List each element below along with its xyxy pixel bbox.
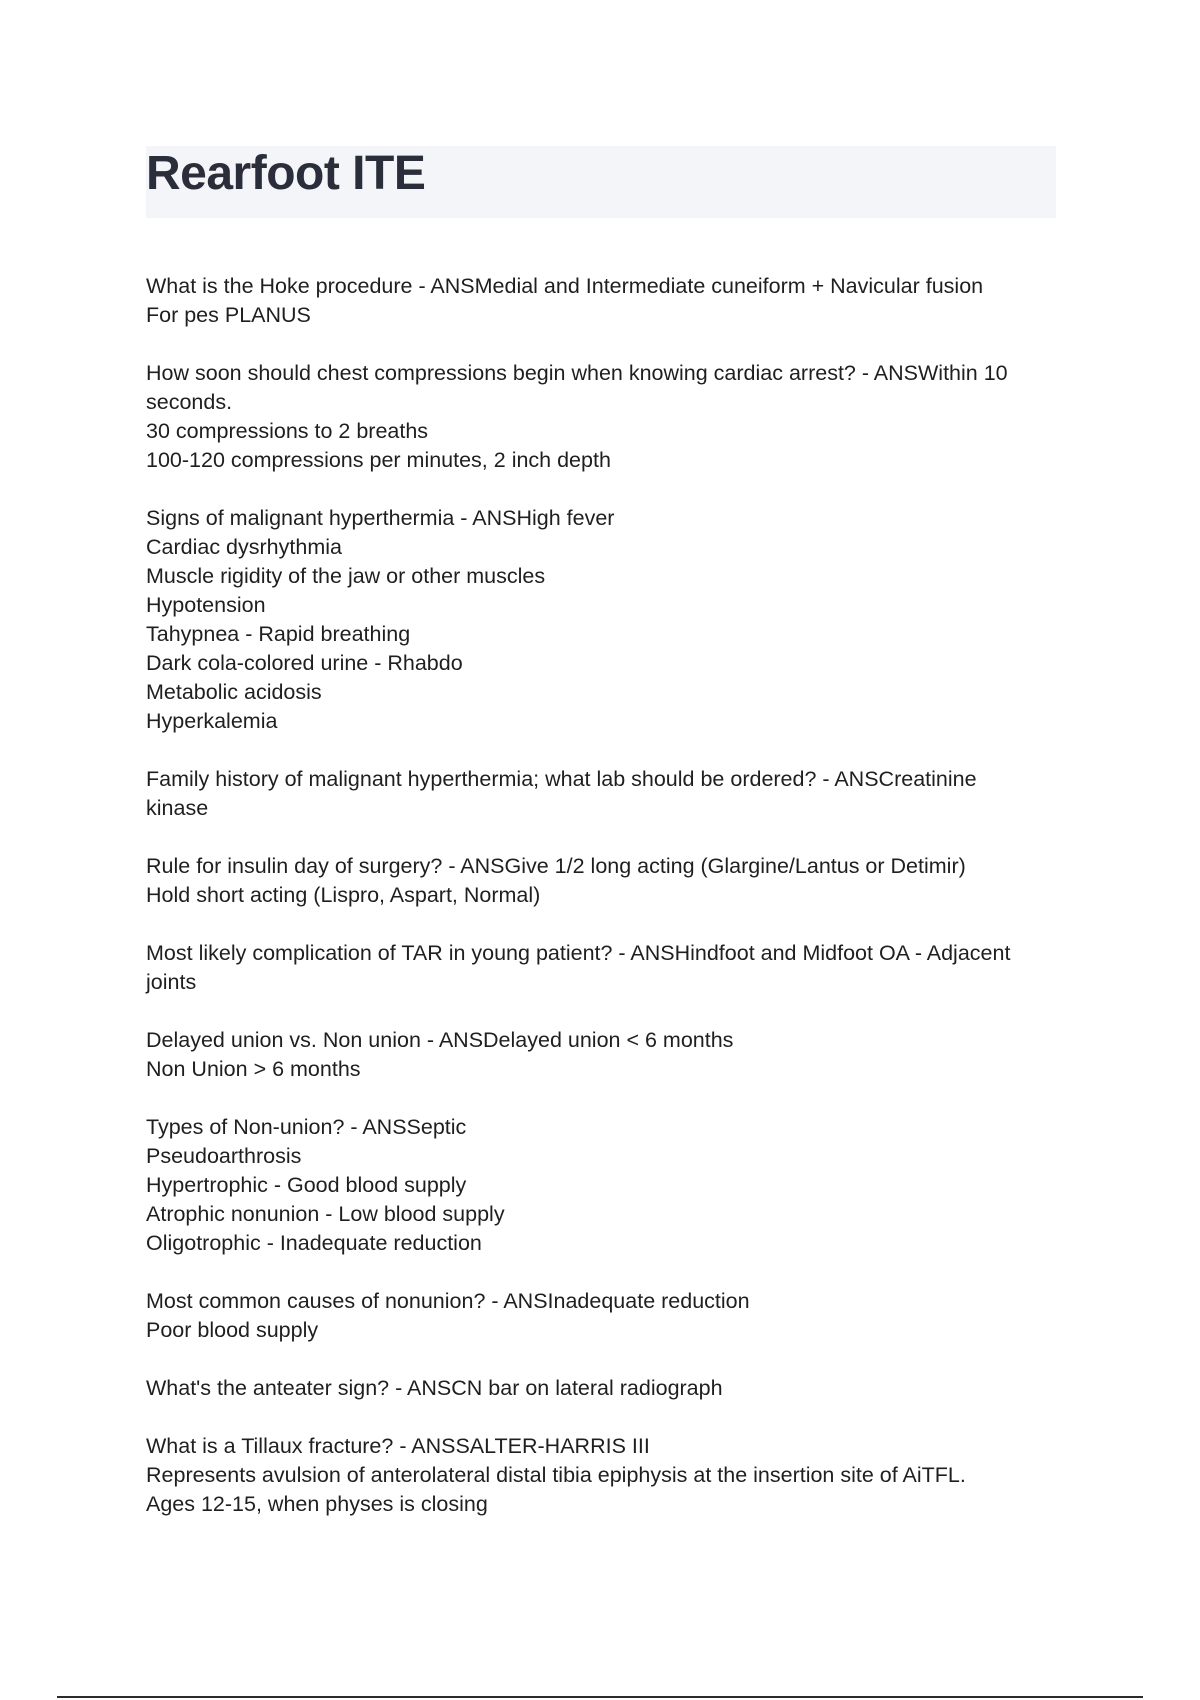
qa-entry	[146, 852, 1056, 910]
qa-line: Poor blood supply	[146, 1318, 319, 1342]
qa-line: Hold short acting (Lispro, Aspart, Normal)	[146, 883, 541, 907]
qa-line: seconds.	[146, 390, 233, 414]
qa-entry	[146, 272, 1056, 330]
qa-entry	[146, 359, 1056, 475]
qa-line: Muscle rigidity of the jaw or other muscles	[146, 564, 546, 588]
qa-line: Dark cola-colored urine - Rhabdo	[146, 651, 463, 675]
qa-line: Most likely complication of TAR in young patient? - ANSHindfoot and Midfoot OA - Adjacent	[146, 941, 1011, 965]
qa-line: joints	[146, 970, 197, 994]
qa-line: What's the anteater sign? - ANSCN bar on lateral radiograph	[146, 1376, 723, 1400]
qa-entry	[146, 1026, 1056, 1084]
qa-line: 100-120 compressions per minutes, 2 inch depth	[146, 448, 611, 472]
qa-line: How soon should chest compressions begin when knowing cardiac arrest? - ANSWithin 10	[146, 361, 1008, 385]
qa-line: Ages 12-15, when physes is closing	[146, 1492, 488, 1516]
qa-entry	[146, 1287, 1056, 1345]
qa-line: Non Union > 6 months	[146, 1057, 361, 1081]
footer-divider	[57, 1696, 1143, 1698]
qa-entry	[146, 1113, 1056, 1258]
qa-entry	[146, 765, 1056, 823]
qa-line: What is the Hoke procedure - ANSMedial and Intermediate cuneiform + Navicular fusion	[146, 274, 984, 298]
qa-line: Represents avulsion of anterolateral distal tibia epiphysis at the insertion site of AiTFL.	[146, 1463, 966, 1487]
qa-line: Rule for insulin day of surgery? - ANSGive 1/2 long acting (Glargine/Lantus or Detimir)	[146, 854, 966, 878]
qa-entry	[146, 504, 1056, 736]
qa-line: Atrophic nonunion - Low blood supply	[146, 1202, 505, 1226]
qa-line: Types of Non-union? - ANSSeptic	[146, 1115, 467, 1139]
qa-line: Cardiac dysrhythmia	[146, 535, 342, 559]
qa-line: Tahypnea - Rapid breathing	[146, 622, 411, 646]
qa-line: Hyperkalemia	[146, 709, 278, 733]
qa-line: Hypertrophic - Good blood supply	[146, 1173, 467, 1197]
qa-line: Hypotension	[146, 593, 266, 617]
qa-line: Delayed union vs. Non union - ANSDelayed union < 6 months	[146, 1028, 734, 1052]
qa-line: Pseudoarthrosis	[146, 1144, 302, 1168]
qa-line: Oligotrophic - Inadequate reduction	[146, 1231, 482, 1255]
qa-entry	[146, 1374, 1056, 1403]
qa-line: For pes PLANUS	[146, 303, 311, 327]
qa-entry	[146, 1432, 1056, 1519]
qa-line: What is a Tillaux fracture? - ANSSALTER-HARRIS III	[146, 1434, 650, 1458]
qa-line: Signs of malignant hyperthermia - ANSHigh fever	[146, 506, 615, 530]
qa-line: kinase	[146, 796, 209, 820]
qa-line: 30 compressions to 2 breaths	[146, 419, 429, 443]
qa-line: Metabolic acidosis	[146, 680, 322, 704]
qa-line: Most common causes of nonunion? - ANSInadequate reduction	[146, 1289, 750, 1313]
document-title: Rearfoot ITE	[146, 147, 426, 200]
qa-list	[146, 272, 1056, 1548]
qa-entry	[146, 939, 1056, 997]
qa-line: Family history of malignant hyperthermia; what lab should be ordered? - ANSCreatinine	[146, 767, 977, 791]
